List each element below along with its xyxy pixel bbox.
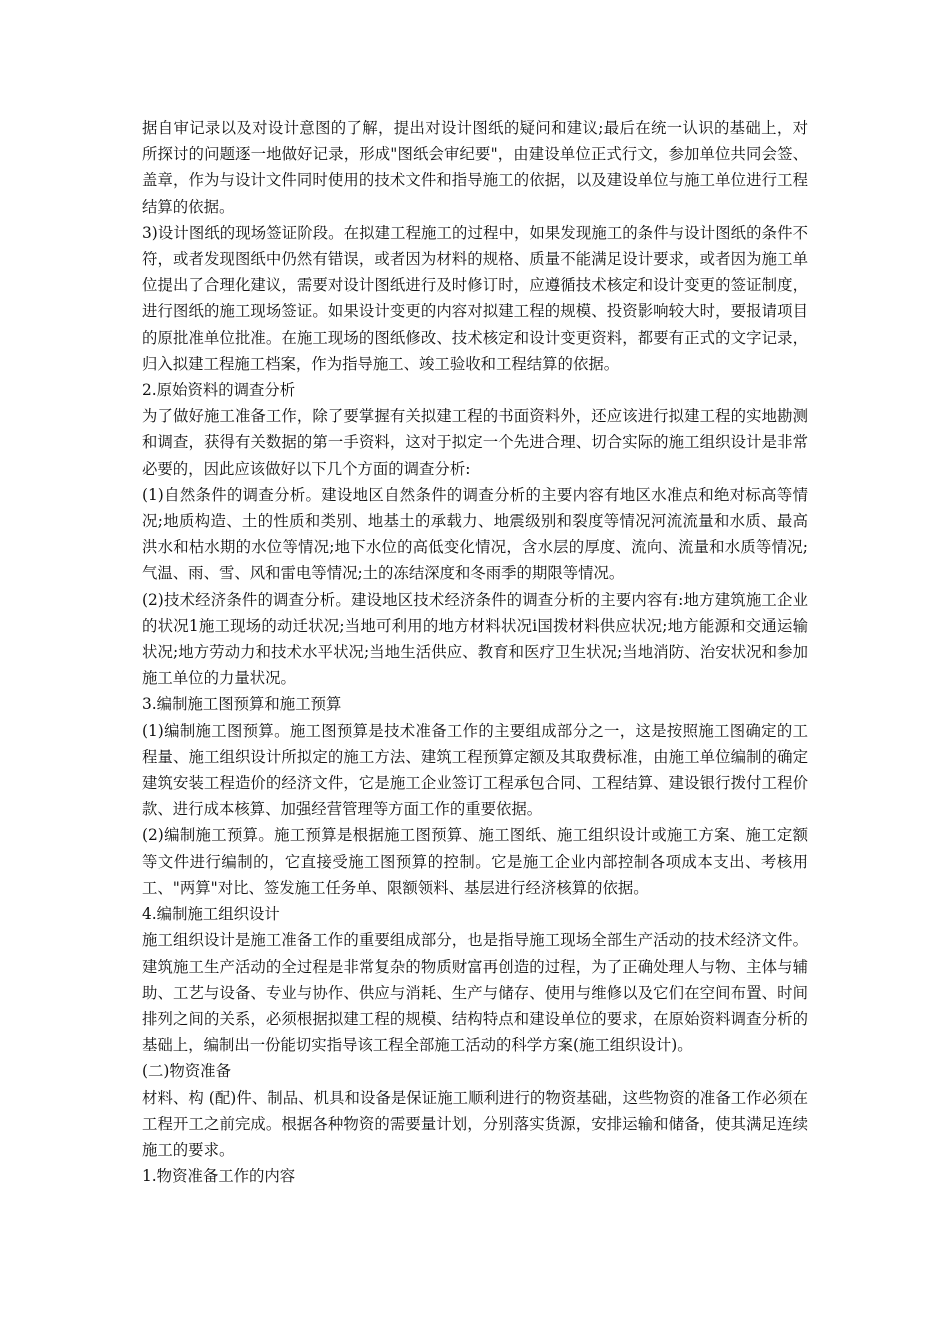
paragraph-technical-economic-conditions: (2)技术经济条件的调查分析。建设地区技术经济条件的调查分析的主要内容有:地方建筑施工企业的状况1施工现场的动迁状况;当地可利用的地方材料状况i国拨材料供应状况;地方能源和交通运输状况;地方劳动力和技术水平状况;当地生活供应、教育和医疗卫生状况;当地消防、治安状况和参加施工单位的力量状况。 xyxy=(142,590,808,688)
heading-construction-organization-design: 4.编制施工组织设计 xyxy=(142,905,280,924)
paragraph-natural-conditions: (1)自然条件的调查分析。建设地区自然条件的调查分析的主要内容有地区水准点和绝对标高等情况;地质构造、土的性质和类别、地基土的承载力、地震级别和裂度等情况河流流量和水质、最高洪水和枯水期的水位等情况;地下水位的高低变化情况，含水层的厚度、流向、流量和水质等情况;气温、雨、雪、风和雷电等情况;土的冻结深度和冬雨季的期限等情况。 xyxy=(142,485,808,583)
heading-raw-data-survey: 2.原始资料的调查分析 xyxy=(142,381,296,400)
paragraph-construction-drawing-budget: (1)编制施工图预算。施工图预算是技术准备工作的主要组成部分之一，这是按照施工图确定的工程量、施工组织设计所拟定的施工方法、建筑工程预算定额及其取费标准，由施工单位编制的确定建筑安装工程造价的经济文件，它是施工企业签订工程承包合同、工程结算、建设银行拨付工程价款、进行成本核算、加强经营管理等方面工作的重要依据。 xyxy=(142,721,808,819)
paragraph-site-visa-stage: 3)设计图纸的现场签证阶段。在拟建工程施工的过程中，如果发现施工的条件与设计图纸的条件不符，或者发现图纸中仍然有错误，或者因为材料的规格、质量不能满足设计要求，或者因为施工单位提出了合理化建议，需要对设计图纸进行及时修订时，应遵循技术核定和设计变更的签证制度，进行图纸的施工现场签证。如果设计变更的内容对拟建工程的规模、投资影响较大时，要报请项目的原批准单位批准。在施工现场的图纸修改、技术核定和设计变更资料，都要有正式的文字记录，归入拟建工程施工档案，作为指导施工、竣工验收和工程结算的依据。 xyxy=(142,223,808,373)
heading-material-preparation-content: 1.物资准备工作的内容 xyxy=(142,1167,296,1186)
document-body xyxy=(142,115,808,1189)
paragraph-construction-budget: (2)编制施工预算。施工预算是根据施工图预算、施工图纸、施工组织设计或施工方案、施工定额等文件进行编制的，它直接受施工图预算的控制。它是施工企业内部控制各项成本支出、考核用工、"两算"对比、签发施工任务单、限额领料、基层进行经济核算的依据。 xyxy=(142,826,808,897)
paragraph-construction-organization-design: 施工组织设计是施工准备工作的重要组成部分，也是指导施工现场全部生产活动的技术经济文件。建筑施工生产活动的全过程是非常复杂的物质财富再创造的过程，为了正确处理人与物、主体与辅助、工艺与设备、专业与协作、供应与消耗、生产与储存、使用与维修以及它们在空间布置、时间排列之间的关系，必须根据拟建工程的规模、结构特点和建设单位的要求，在原始资料调查分析的基础上，编制出一份能切实指导该工程全部施工活动的科学方案(施工组织设计)。 xyxy=(142,931,808,1055)
heading-budget-preparation: 3.编制施工图预算和施工预算 xyxy=(142,695,342,714)
paragraph-design-drawing-review-continued: 据自审记录以及对设计意图的了解，提出对设计图纸的疑问和建议;最后在统一认识的基础上，对所探讨的问题逐一地做好记录，形成"图纸会审纪要"，由建设单位正式行文，参加单位共同会签、盖章，作为与设计文件同时使用的技术文件和指导施工的依据，以及建设单位与施工单位进行工程结算的依据。 xyxy=(142,119,808,216)
paragraph-raw-data-survey-intro: 为了做好施工准备工作，除了要掌握有关拟建工程的书面资料外，还应该进行拟建工程的实地勘测和调查，获得有关数据的第一手资料，这对于拟定一个先进合理、切合实际的施工组织设计是非常必要的，因此应该做好以下几个方面的调查分析: xyxy=(142,407,808,478)
paragraph-material-preparation: 材料、构 (配)件、制品、机具和设备是保证施工顺利进行的物资基础，这些物资的准备工作必须在工程开工之前完成。根据各种物资的需要量计划，分别落实货源，安排运输和储备，使其满足连续施工的要求。 xyxy=(142,1088,808,1159)
heading-material-preparation: (二)物资准备 xyxy=(142,1062,231,1081)
